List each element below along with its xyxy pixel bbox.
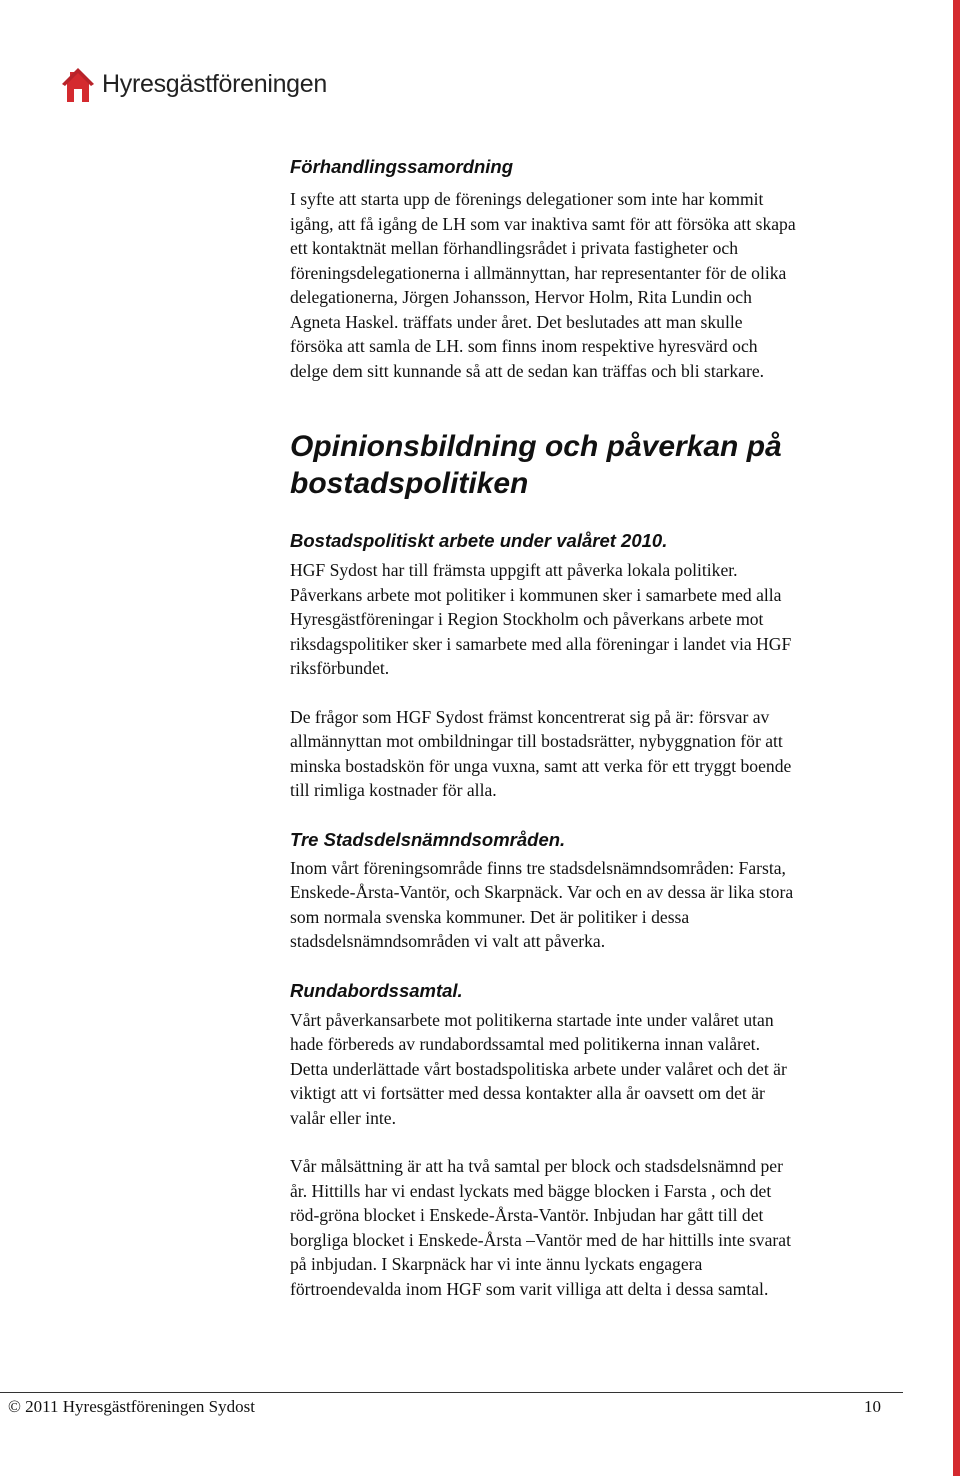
- paragraph: De frågor som HGF Sydost främst koncentrerat sig på är: försvar av allmännyttan mot ombildningar till bostadsrätter, nybyggnation för att minska bostadskön för unga vuxna, samt att verka för ett tryggt boende till rimliga kostnader för alla.: [290, 706, 792, 800]
- section-heading: Bostadspolitiskt arbete under valåret 2010.: [290, 530, 668, 551]
- main-content: [290, 150, 910, 1301]
- logo-text: Hyresgästföreningen: [102, 69, 327, 98]
- footer-divider: [0, 1392, 903, 1393]
- house-logo-icon: [60, 64, 96, 104]
- chapter-heading: Opinionsbildning och påverkan på bostadspolitiken: [290, 430, 782, 500]
- paragraph: Vår målsättning är att ha två samtal per block och stadsdelsnämnd per år. Hittills har vi endast lyckats med bägge blocken i Farsta , och det röd-gröna blocket i Enskede-Årsta-Vantör. Inbjudan har gått till det borgliga blocket i Enskede-Årsta –Vantör med de har hittills inte svarat på inbjudan. I Skarpnäck har vi inte ännu lyckats engagera förtroendevalda inom HGF som varit villiga att delta i dessa samtal.: [290, 1156, 791, 1299]
- section-forhandlingssamordning: [290, 155, 910, 383]
- section-stadsdelsnamndsomraden: [290, 828, 910, 954]
- section-heading: Tre Stadsdelsnämndsområden.: [290, 828, 566, 850]
- section-heading: Rundabordssamtal.: [290, 979, 463, 1001]
- organization-logo: [60, 62, 327, 106]
- paragraph: Inom vårt föreningsområde finns tre stadsdelsnämndsområden: Farsta, Enskede-Årsta-Vantör, och Skarpnäck. Var och en av dessa är lika stora som normala svenska kommuner. Det är politiker i dessa stadsdelsnämndsområden vi valt att påverka.: [290, 857, 794, 951]
- paragraph: Vårt påverkansarbete mot politikerna startade inte under valåret utan hade förbereds av rundabordssamtal med politikerna innan valåret. Detta underlättade vårt bostadspolitiska arbete under valåret och det är viktigt att vi fortsätter med dessa kontakter alla år oavsett om det är valår eller inte.: [290, 1009, 787, 1128]
- section-rundabordssamtal: [290, 979, 910, 1302]
- section-heading: Förhandlingssamordning: [290, 156, 514, 177]
- paragraph: HGF Sydost har till främsta uppgift att påverka lokala politiker. Påverkans arbete mot politiker i kommunen sker i samarbete med alla Hyresgästföreningar i Region Stockholm och påverkans arbete mot riksdagspolitiker sker i samarbete med alla föreningar i landet via HGF riksförbundet.: [290, 560, 792, 678]
- section-opinionsbildning: [290, 428, 910, 502]
- footer-copyright: © 2011 Hyresgästföreningen Sydost: [8, 1397, 255, 1416]
- page-number: 10: [864, 1397, 881, 1416]
- section-bostadspolitiskt: [290, 529, 910, 803]
- paragraph: I syfte att starta upp de förenings delegationer som inte har kommit igång, att få igång de LH som var inaktiva samt för att försöka att skapa ett kontaktnät mellan förhandlingsrådet i privata fastigheter och föreningsdelegationerna i allmännyttan, har representanter för de olika delegationerna, Jörgen Johansson, Hervor Holm, Rita Lundin och Agneta Haskel. träffats under året. Det beslutades att man skulle försöka att samla de LH. som finns inom respektive hyresvärd och delge dem sitt kunnande så att de sedan kan träffas och bli starkare.: [290, 189, 796, 381]
- brand-side-bar: [953, 0, 960, 1476]
